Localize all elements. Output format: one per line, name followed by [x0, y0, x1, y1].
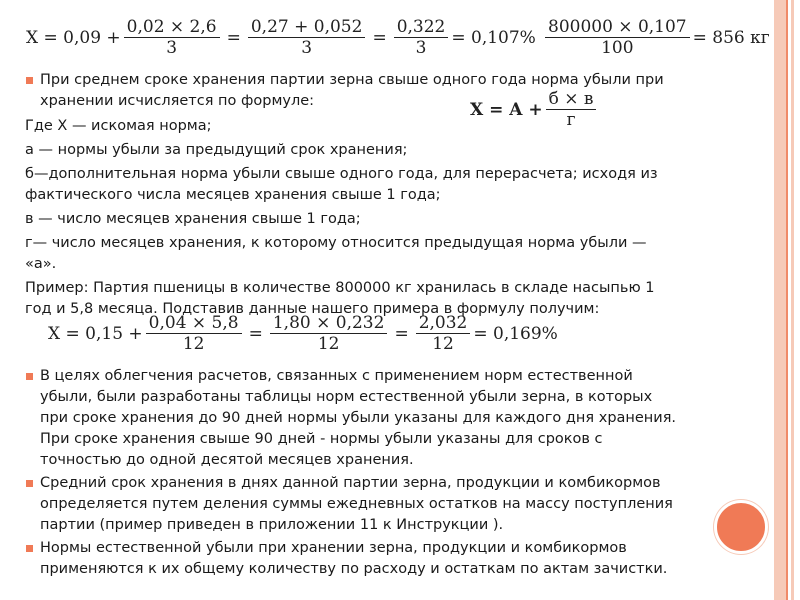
- paragraph-line: «а».: [25, 256, 57, 272]
- slide-border-stripe-thin: [791, 0, 794, 600]
- paragraph-line: определяется путем деления суммы ежедневных остатков на массу поступления: [40, 496, 673, 512]
- fraction-denominator: 12: [317, 334, 340, 354]
- fraction-denominator: г: [566, 110, 576, 130]
- paragraph-line: Средний срок хранения в днях данной партии зерна, продукции и комбикормов: [40, 475, 661, 491]
- paragraph-line: год и 5,8 месяца. Подставив данные нашего примера в формулу получим:: [25, 301, 600, 317]
- bullet-marker: [26, 545, 33, 552]
- fraction-denominator: 3: [301, 38, 313, 58]
- fraction-numerator: 2,032: [416, 314, 471, 334]
- paragraph-line: партии (пример приведен в приложении 11 к Инструкции ).: [40, 517, 504, 533]
- fraction-denominator: 12: [432, 334, 454, 354]
- paragraph-line: Пример: Партия пшеницы в количестве 800000 кг хранилась в складе насыпью 1: [25, 280, 655, 296]
- formula-fraction: [545, 18, 690, 57]
- fraction-numerator: 0,27 + 0,052: [248, 18, 366, 38]
- paragraph-line: а — нормы убыли за предыдущий срок хранения;: [25, 142, 408, 158]
- equals-sign: =: [226, 27, 241, 48]
- formula-lhs: X = 0,15 +: [48, 323, 143, 344]
- equals-sign: =: [372, 27, 387, 48]
- formula-calculation-top: [26, 18, 536, 57]
- formula-lhs: X = A +: [470, 99, 543, 120]
- paragraph-line: хранении исчисляется по формуле:: [40, 93, 315, 109]
- formula-lhs: X = 0,09 +: [26, 27, 121, 48]
- paragraph-line: Нормы естественной убыли при хранении зерна, продукции и комбикормов: [40, 540, 627, 556]
- paragraph-line: В целях облегчения расчетов, связанных с применением норм естественной: [40, 368, 633, 384]
- formula-fraction: [146, 314, 242, 353]
- paragraph-line: точностью до одной десятой месяцев хранения.: [40, 452, 414, 468]
- fraction-denominator: 3: [166, 38, 178, 58]
- paragraph-line: Где X — искомая норма;: [25, 118, 212, 134]
- formula-result: = 0,169%: [473, 323, 558, 344]
- fraction-numerator: 1,80 × 0,232: [270, 314, 388, 334]
- equals-sign: =: [248, 323, 263, 344]
- fraction-denominator: 12: [182, 334, 205, 354]
- paragraph-line: При среднем сроке хранения партии зерна свыше одного года норма убыли при: [40, 72, 664, 88]
- paragraph-line: применяются к их общему количеству по расходу и остаткам по актам зачистки.: [40, 561, 668, 577]
- paragraph-line: При сроке хранения свыше 90 дней - нормы убыли указаны для сроков с: [40, 431, 603, 447]
- paragraph-line: убыли, были разработаны таблицы норм естественной убыли зерна, в которых: [40, 389, 653, 405]
- formula-fraction: [124, 18, 220, 57]
- formula-result: = 856 кг: [692, 27, 770, 48]
- fraction-numerator: 0,02 × 2,6: [124, 18, 220, 38]
- formula-result: = 0,107%: [451, 27, 536, 48]
- slide-border-line: [786, 0, 788, 600]
- paragraph-line: при сроке хранения до 90 дней нормы убыли указаны для каждого дня хранения.: [40, 410, 677, 426]
- formula-general: [470, 90, 599, 129]
- formula-calculation-mass: [542, 18, 770, 57]
- formula-fraction: [416, 314, 471, 353]
- paragraph-line: г— число месяцев хранения, к которому относится предыдущая норма убыли —: [25, 235, 647, 251]
- bullet-marker: [26, 480, 33, 487]
- fraction-numerator: 0,04 × 5,8: [146, 314, 242, 334]
- decorative-circle: [714, 500, 768, 554]
- fraction-numerator: 0,322: [394, 18, 449, 38]
- formula-fraction: [270, 314, 388, 353]
- paragraph-line: б—дополнительная норма убыли свыше одного года, для перерасчета; исходя из: [25, 166, 658, 182]
- fraction-numerator: 800000 × 0,107: [545, 18, 690, 38]
- paragraph-line: в — число месяцев хранения свыше 1 года;: [25, 211, 361, 227]
- paragraph-line: фактического числа месяцев хранения свыше 1 года;: [25, 187, 441, 203]
- formula-fraction: [546, 90, 597, 129]
- bullet-marker: [26, 77, 33, 84]
- formula-fraction: [248, 18, 366, 57]
- fraction-numerator: б × в: [546, 90, 597, 110]
- equals-sign: =: [394, 323, 409, 344]
- formula-fraction: [394, 18, 449, 57]
- fraction-denominator: 100: [601, 38, 634, 58]
- fraction-denominator: 3: [415, 38, 427, 58]
- bullet-marker: [26, 373, 33, 380]
- formula-example: [48, 314, 558, 353]
